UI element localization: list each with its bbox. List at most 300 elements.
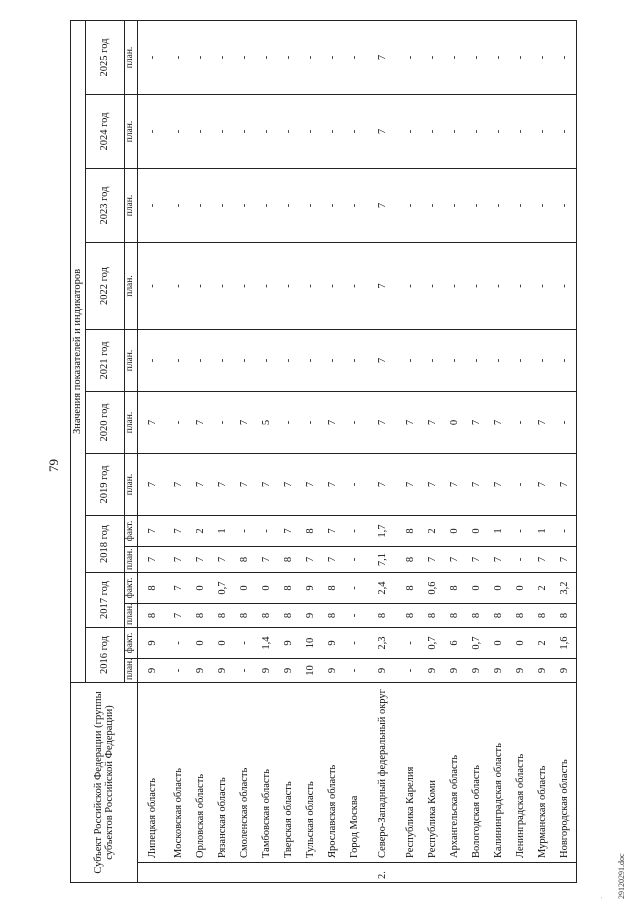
value-cell: 7 — [400, 454, 422, 516]
value-cell: - — [466, 169, 488, 243]
value-cell: 8 — [138, 604, 169, 628]
value-cell: 7 — [366, 454, 400, 516]
region-name: Ленинградская область — [510, 683, 532, 863]
row-number — [532, 863, 554, 883]
value-cell: 8 — [444, 573, 466, 604]
value-cell: 9 — [256, 659, 278, 683]
value-cell: 9 — [322, 659, 344, 683]
plan-subheader: план. — [125, 243, 138, 330]
value-cell: - — [300, 330, 322, 392]
value-cell: 7 — [422, 454, 444, 516]
value-cell: 8 — [400, 604, 422, 628]
value-cell: 2 — [532, 573, 554, 604]
region-name: Республика Карелия — [400, 683, 422, 863]
row-number — [300, 863, 322, 883]
value-cell: 5 — [256, 392, 278, 454]
value-cell: 9 — [278, 628, 300, 659]
table-row — [322, 20, 344, 882]
value-cell: 7 — [532, 547, 554, 573]
value-cell: - — [300, 392, 322, 454]
value-cell: 7 — [466, 454, 488, 516]
value-cell: 1,6 — [554, 628, 577, 659]
value-cell: 7 — [322, 392, 344, 454]
page-number: 79 — [46, 459, 61, 472]
value-cell: - — [234, 20, 256, 94]
region-name: Орловская область — [190, 683, 212, 863]
value-cell: 9 — [190, 659, 212, 683]
year-header: 2022 год — [86, 243, 125, 330]
value-cell: - — [344, 454, 366, 516]
value-cell: 2 — [532, 628, 554, 659]
value-cell: 8 — [322, 604, 344, 628]
value-cell: 0,7 — [212, 573, 234, 604]
region-name: Город Москва — [344, 683, 366, 863]
value-cell: - — [322, 20, 344, 94]
row-number — [400, 863, 422, 883]
value-cell: 2,3 — [366, 628, 400, 659]
value-cell: 7 — [366, 392, 400, 454]
value-cell: 8 — [400, 573, 422, 604]
region-name: Архангельская область — [444, 683, 466, 863]
value-cell: 8 — [212, 604, 234, 628]
row-number — [234, 863, 256, 883]
value-cell: 8 — [256, 604, 278, 628]
value-cell: - — [554, 95, 577, 169]
value-cell: 9 — [466, 659, 488, 683]
value-cell: - — [400, 628, 422, 659]
value-cell: - — [278, 95, 300, 169]
value-cell: - — [212, 20, 234, 94]
plan-subheader: план. — [125, 392, 138, 454]
value-cell: - — [554, 392, 577, 454]
value-cell: - — [344, 169, 366, 243]
value-cell: - — [510, 20, 532, 94]
value-cell: - — [344, 20, 366, 94]
value-cell: - — [554, 20, 577, 94]
value-cell: 7 — [234, 392, 256, 454]
value-cell: 8 — [190, 604, 212, 628]
indicators-table — [70, 20, 577, 883]
value-cell: - — [510, 330, 532, 392]
value-cell: - — [400, 20, 422, 94]
table-body — [138, 20, 577, 882]
year-header: 2019 год — [86, 454, 125, 516]
value-cell: - — [400, 243, 422, 330]
value-cell: 0 — [212, 628, 234, 659]
value-cell: - — [278, 20, 300, 94]
value-cell: 7 — [190, 392, 212, 454]
value-cell: 8 — [488, 604, 510, 628]
plan-subheader: план. — [125, 454, 138, 516]
value-cell: 8 — [234, 547, 256, 573]
year-header: 2025 год — [86, 20, 125, 94]
value-cell: 7 — [168, 604, 190, 628]
value-cell: 7,1 — [366, 547, 400, 573]
value-cell: - — [510, 95, 532, 169]
value-cell: - — [400, 95, 422, 169]
value-cell: 9 — [278, 659, 300, 683]
year-header: 2024 год — [86, 95, 125, 169]
table-row — [278, 20, 300, 882]
value-cell: - — [278, 330, 300, 392]
value-cell: 8 — [322, 573, 344, 604]
value-cell: - — [554, 169, 577, 243]
value-cell: 10 — [300, 628, 322, 659]
region-name: Рязанская область — [212, 683, 234, 863]
value-cell: 0 — [234, 573, 256, 604]
value-cell: - — [344, 659, 366, 683]
value-cell: 7 — [444, 454, 466, 516]
value-cell: - — [344, 604, 366, 628]
value-cell: 0 — [256, 573, 278, 604]
value-cell: 0,7 — [466, 628, 488, 659]
value-cell: 9 — [212, 659, 234, 683]
year-header: 2023 год — [86, 169, 125, 243]
region-name: Московская область — [168, 683, 190, 863]
value-cell: - — [444, 330, 466, 392]
value-cell: - — [278, 169, 300, 243]
value-cell: 7 — [212, 547, 234, 573]
value-cell: 7 — [234, 454, 256, 516]
value-cell: 8 — [466, 604, 488, 628]
value-cell: 0 — [510, 573, 532, 604]
value-cell: 9 — [554, 659, 577, 683]
value-cell: 0 — [190, 573, 212, 604]
value-cell: - — [488, 95, 510, 169]
value-cell: 2 — [422, 516, 444, 547]
table-row — [256, 20, 278, 882]
table-row — [168, 20, 190, 882]
value-cell: 0 — [444, 516, 466, 547]
value-cell: 0 — [510, 628, 532, 659]
value-cell: - — [554, 243, 577, 330]
value-cell: - — [256, 95, 278, 169]
table-row — [444, 20, 466, 882]
value-cell: - — [234, 169, 256, 243]
subject-column-header: Субъект Российской Федерации (группы субъектов Российской Федерации) — [71, 683, 138, 883]
value-cell: - — [444, 95, 466, 169]
value-cell: - — [256, 20, 278, 94]
value-cell: - — [344, 547, 366, 573]
value-cell: 7 — [554, 454, 577, 516]
row-number — [256, 863, 278, 883]
value-cell: 9 — [422, 659, 444, 683]
table-row — [488, 20, 510, 882]
value-cell: 7 — [554, 547, 577, 573]
value-cell: 10 — [300, 659, 322, 683]
year-header: 2018 год — [86, 516, 125, 573]
value-cell: 7 — [322, 516, 344, 547]
value-cell: 9 — [510, 659, 532, 683]
values-header: Значения показателей и индикаторов — [71, 20, 86, 682]
value-cell: - — [488, 169, 510, 243]
value-cell: 7 — [256, 547, 278, 573]
value-cell: - — [510, 392, 532, 454]
value-cell: 7 — [300, 547, 322, 573]
value-cell: 7 — [138, 516, 169, 547]
value-cell: 0,7 — [422, 628, 444, 659]
table-row — [532, 20, 554, 882]
value-cell: - — [422, 243, 444, 330]
region-name: Тамбовская область — [256, 683, 278, 863]
value-cell: 7 — [488, 547, 510, 573]
fact-subheader: факт. — [125, 628, 138, 659]
value-cell: - — [400, 659, 422, 683]
region-name: Новгородская область — [554, 683, 577, 863]
value-cell: - — [190, 95, 212, 169]
value-cell: 1 — [532, 516, 554, 547]
table-row — [212, 20, 234, 882]
value-cell: - — [190, 330, 212, 392]
value-cell: - — [488, 330, 510, 392]
table-row — [300, 20, 322, 882]
value-cell: - — [138, 243, 169, 330]
value-cell: 7 — [138, 454, 169, 516]
value-cell: 0 — [488, 628, 510, 659]
row-number — [554, 863, 577, 883]
value-cell: 7 — [366, 20, 400, 94]
value-cell: 7 — [212, 454, 234, 516]
value-cell: 8 — [400, 516, 422, 547]
value-cell: - — [344, 243, 366, 330]
value-cell: 7 — [168, 516, 190, 547]
value-cell: - — [278, 392, 300, 454]
value-cell: - — [400, 169, 422, 243]
value-cell: 0 — [466, 573, 488, 604]
row-number — [190, 863, 212, 883]
value-cell: - — [344, 392, 366, 454]
value-cell: 7 — [322, 547, 344, 573]
value-cell: 7 — [444, 547, 466, 573]
value-cell: - — [532, 95, 554, 169]
value-cell: 0 — [190, 628, 212, 659]
plan-subheader: план. — [125, 20, 138, 94]
value-cell: - — [300, 95, 322, 169]
value-cell: 7 — [138, 547, 169, 573]
fact-subheader: факт. — [125, 516, 138, 547]
value-cell: 7 — [300, 454, 322, 516]
value-cell: 7 — [422, 392, 444, 454]
value-cell: 8 — [422, 604, 444, 628]
value-cell: - — [212, 243, 234, 330]
region-name: Мурманская область — [532, 683, 554, 863]
value-cell: 8 — [510, 604, 532, 628]
table-row — [190, 20, 212, 882]
row-number — [322, 863, 344, 883]
value-cell: 2 — [190, 516, 212, 547]
value-cell: 7 — [366, 243, 400, 330]
table-row — [466, 20, 488, 882]
value-cell: - — [234, 516, 256, 547]
row-number — [138, 863, 169, 883]
value-cell: 1 — [488, 516, 510, 547]
value-cell: - — [488, 243, 510, 330]
value-cell: - — [256, 243, 278, 330]
value-cell: - — [466, 243, 488, 330]
value-cell: 7 — [168, 547, 190, 573]
value-cell: - — [422, 95, 444, 169]
row-number — [488, 863, 510, 883]
region-name: Тульская область — [300, 683, 322, 863]
value-cell: - — [322, 169, 344, 243]
plan-subheader: план. — [125, 169, 138, 243]
value-cell: 0 — [466, 516, 488, 547]
value-cell: - — [400, 330, 422, 392]
value-cell: - — [344, 516, 366, 547]
value-cell: 9 — [300, 604, 322, 628]
value-cell: - — [532, 330, 554, 392]
value-cell: 8 — [138, 573, 169, 604]
value-cell: - — [300, 169, 322, 243]
value-cell: - — [190, 20, 212, 94]
value-cell: 0 — [488, 573, 510, 604]
value-cell: - — [322, 330, 344, 392]
value-cell: 8 — [532, 604, 554, 628]
value-cell: - — [168, 628, 190, 659]
region-name: Тверская область — [278, 683, 300, 863]
value-cell: 8 — [300, 516, 322, 547]
value-cell: - — [510, 547, 532, 573]
value-cell: - — [344, 573, 366, 604]
value-cell: 1,4 — [256, 628, 278, 659]
value-cell: - — [168, 95, 190, 169]
value-cell: 9 — [138, 628, 169, 659]
value-cell: 1 — [212, 516, 234, 547]
value-cell: - — [234, 659, 256, 683]
value-cell: 8 — [444, 604, 466, 628]
value-cell: 8 — [278, 604, 300, 628]
value-cell: - — [532, 169, 554, 243]
row-number — [510, 863, 532, 883]
value-cell: - — [234, 628, 256, 659]
value-cell: 7 — [488, 392, 510, 454]
value-cell: - — [278, 243, 300, 330]
value-cell: - — [138, 95, 169, 169]
value-cell: 0,6 — [422, 573, 444, 604]
value-cell: - — [554, 516, 577, 547]
value-cell: 7 — [322, 454, 344, 516]
value-cell: - — [344, 95, 366, 169]
value-cell: - — [212, 95, 234, 169]
region-name: Республика Коми — [422, 683, 444, 863]
value-cell: - — [510, 169, 532, 243]
value-cell: - — [322, 243, 344, 330]
footer-mark: · — [598, 896, 606, 899]
value-cell: - — [422, 330, 444, 392]
fact-subheader: факт. — [125, 573, 138, 604]
year-header: 2020 год — [86, 392, 125, 454]
value-cell: - — [422, 20, 444, 94]
region-name: Вологодская область — [466, 683, 488, 863]
value-cell: 7 — [532, 392, 554, 454]
value-cell: 7 — [190, 547, 212, 573]
row-number — [278, 863, 300, 883]
value-cell: 7 — [256, 454, 278, 516]
value-cell: - — [234, 243, 256, 330]
value-cell: - — [510, 243, 532, 330]
value-cell: 8 — [554, 604, 577, 628]
value-cell: 7 — [400, 392, 422, 454]
region-name: Смоленская область — [234, 683, 256, 863]
year-header: 2017 год — [86, 573, 125, 628]
row-number — [422, 863, 444, 883]
row-number — [212, 863, 234, 883]
value-cell: 9 — [322, 628, 344, 659]
value-cell: 9 — [532, 659, 554, 683]
value-cell: 6 — [444, 628, 466, 659]
value-cell: 2,4 — [366, 573, 400, 604]
row-number: 2. — [366, 863, 400, 883]
value-cell: - — [444, 169, 466, 243]
value-cell: - — [190, 169, 212, 243]
value-cell: - — [168, 330, 190, 392]
value-cell: - — [168, 20, 190, 94]
value-cell: - — [234, 95, 256, 169]
value-cell: - — [466, 330, 488, 392]
value-cell: 8 — [278, 547, 300, 573]
table-row — [234, 20, 256, 882]
row-number — [344, 863, 366, 883]
value-cell: - — [466, 95, 488, 169]
table-row — [366, 20, 400, 882]
row-number — [168, 863, 190, 883]
value-cell: - — [510, 516, 532, 547]
value-cell: - — [488, 20, 510, 94]
value-cell: - — [212, 169, 234, 243]
value-cell: - — [322, 95, 344, 169]
value-cell: 7 — [466, 547, 488, 573]
value-cell: - — [532, 243, 554, 330]
value-cell: - — [168, 243, 190, 330]
value-cell: - — [212, 392, 234, 454]
value-cell: - — [138, 20, 169, 94]
plan-subheader: план. — [125, 604, 138, 628]
value-cell: 8 — [278, 573, 300, 604]
value-cell: 7 — [488, 454, 510, 516]
plan-subheader: план. — [125, 95, 138, 169]
table-row — [510, 20, 532, 882]
region-name: Калининградская область — [488, 683, 510, 863]
value-cell: 9 — [444, 659, 466, 683]
value-cell: 7 — [366, 330, 400, 392]
row-number — [444, 863, 466, 883]
value-cell: - — [190, 243, 212, 330]
value-cell: - — [344, 628, 366, 659]
value-cell: - — [422, 169, 444, 243]
value-cell: 1,7 — [366, 516, 400, 547]
value-cell: 9 — [138, 659, 169, 683]
table-row — [344, 20, 366, 882]
value-cell: 7 — [466, 392, 488, 454]
value-cell: - — [212, 330, 234, 392]
value-cell: - — [554, 330, 577, 392]
value-cell: 7 — [138, 392, 169, 454]
value-cell: - — [168, 392, 190, 454]
value-cell: 7 — [278, 454, 300, 516]
region-name: Ярославская область — [322, 683, 344, 863]
value-cell: 8 — [400, 547, 422, 573]
value-cell: 9 — [366, 659, 400, 683]
value-cell: - — [444, 243, 466, 330]
plan-subheader: план. — [125, 659, 138, 683]
value-cell: 7 — [422, 547, 444, 573]
value-cell: 7 — [278, 516, 300, 547]
table-row — [422, 20, 444, 882]
plan-subheader: план. — [125, 547, 138, 573]
plan-subheader: план. — [125, 330, 138, 392]
value-cell: - — [444, 20, 466, 94]
value-cell: 8 — [366, 604, 400, 628]
